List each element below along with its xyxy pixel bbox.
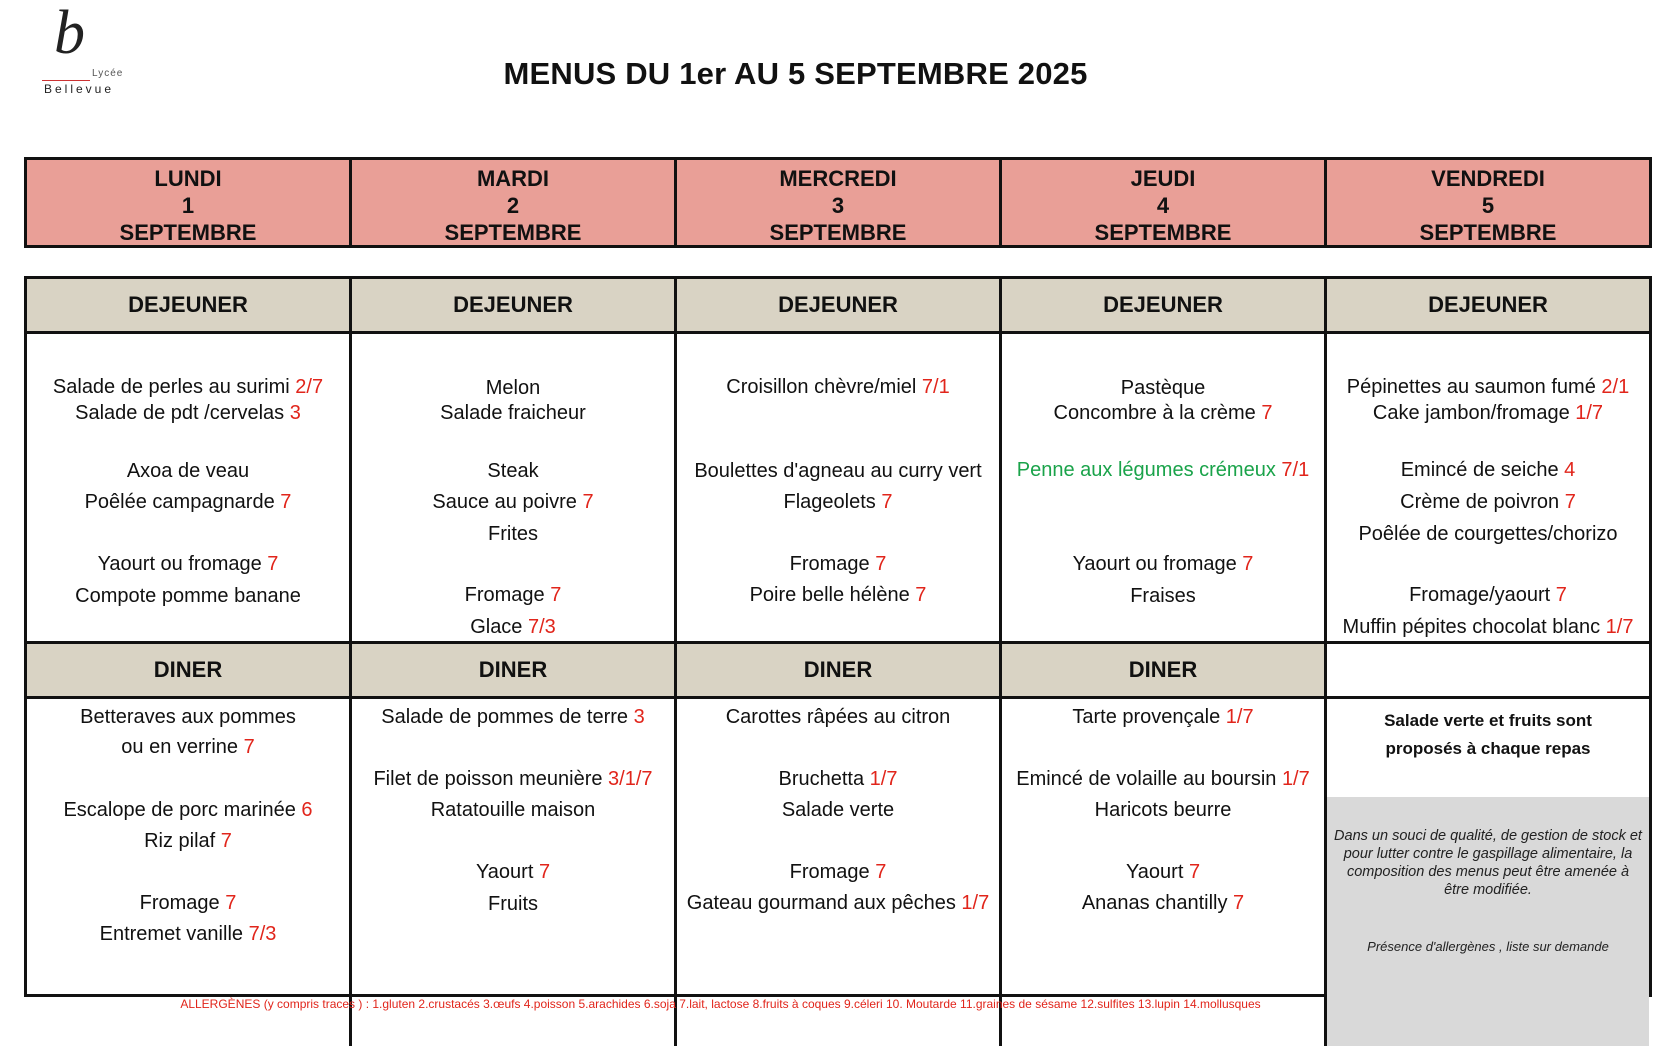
- logo-letter: b: [54, 0, 85, 67]
- menu-items: [27, 699, 349, 1046]
- day-month: SEPTEMBRE: [1419, 220, 1557, 245]
- lunch-label: DEJEUNER: [352, 279, 677, 331]
- allergen-codes: 7: [220, 830, 232, 852]
- allergen-codes: 1/7: [1281, 768, 1310, 790]
- dish-name: Melon: [485, 377, 541, 399]
- lunch-cell-4: [1002, 334, 1327, 641]
- day-month: SEPTEMBRE: [1094, 220, 1232, 245]
- allergen-codes: 7/3: [248, 923, 277, 945]
- dinner-cell-1: [27, 699, 352, 1046]
- menu-item: [677, 583, 999, 607]
- dish-name: Fromage: [789, 861, 876, 883]
- lunch-header-row: [27, 279, 1649, 334]
- dish-name: Tarte provençale: [1072, 706, 1226, 728]
- lunch-label: DEJEUNER: [27, 279, 352, 331]
- dish-name: Poêlée campagnarde: [84, 491, 281, 513]
- menu-item: [352, 583, 674, 607]
- menu-item: [1002, 767, 1324, 791]
- menu-item: [677, 375, 999, 399]
- dish-name: Entremet vanille: [99, 923, 249, 945]
- day-header-3: [677, 160, 1002, 245]
- dish-name: Yaourt: [475, 861, 539, 883]
- always-served-line-2: proposés à chaque repas: [1385, 739, 1591, 758]
- allergen-codes: 7: [280, 491, 292, 513]
- menu-item: [352, 490, 674, 514]
- dish-name: Escalope de porc marinée: [63, 799, 302, 821]
- menu-item: [1327, 458, 1649, 482]
- day-header-2: [352, 160, 677, 245]
- allergen-codes: 7/3: [528, 616, 556, 638]
- day-number: 3: [831, 193, 845, 218]
- menu-item: [1327, 522, 1649, 546]
- allergen-codes: 1/7: [1605, 616, 1634, 638]
- allergen-codes: 7: [1188, 861, 1201, 883]
- dish-name: Boulettes d'agneau au curry vert: [694, 460, 982, 482]
- allergen-codes: 7: [875, 861, 887, 883]
- allergen-codes: 7/1: [1281, 459, 1310, 481]
- allergen-codes: 7: [1261, 402, 1273, 424]
- menu-item: [352, 798, 674, 822]
- menu-item: [352, 767, 674, 791]
- menu-items: [677, 334, 999, 641]
- day-number: 5: [1481, 193, 1495, 218]
- menu-items: [352, 699, 674, 1046]
- dish-name: Yaourt ou fromage: [1072, 553, 1243, 575]
- dish-name: ou en verrine: [121, 736, 244, 758]
- dinner-cell-4: [1002, 699, 1327, 1046]
- dish-name: Flageolets: [783, 491, 882, 513]
- allergen-availability-note: Présence d'allergènes , liste sur demande: [1367, 939, 1609, 954]
- lunch-cell-5: [1327, 334, 1649, 641]
- dish-name: Axoa de veau: [126, 460, 250, 482]
- menu-item: [352, 615, 674, 639]
- dish-name: Betteraves aux pommes: [80, 706, 296, 728]
- allergens-legend: [0, 997, 1661, 1011]
- menu-item: [677, 705, 999, 729]
- menu-item: [27, 490, 349, 514]
- menu-items: [1002, 699, 1324, 1046]
- day-number: 2: [506, 193, 520, 218]
- allergen-codes: 6: [301, 799, 313, 821]
- menu-item: [1002, 376, 1324, 400]
- allergen-codes: 7: [881, 491, 893, 513]
- dish-name: Salade fraicheur: [440, 402, 586, 424]
- allergen-codes: 7: [1555, 584, 1567, 606]
- menu-item: [352, 401, 674, 425]
- dish-name: Crème de poivron: [1400, 491, 1565, 513]
- dish-name: Croisillon chèvre/miel: [726, 376, 922, 398]
- allergen-codes: 7: [550, 584, 562, 606]
- allergen-codes: 7: [915, 584, 927, 606]
- dish-name: Sauce au poivre: [432, 491, 583, 513]
- dish-name: Yaourt ou fromage: [97, 553, 268, 575]
- logo-name: Bellevue: [44, 82, 115, 96]
- dish-name: Pastèque: [1120, 377, 1206, 399]
- dish-name: Bruchetta: [778, 768, 870, 790]
- menu-item: [27, 705, 349, 729]
- dish-name: Ananas chantilly: [1081, 892, 1234, 914]
- dish-name: Compote pomme banane: [75, 585, 301, 607]
- dinner-label: DINER: [677, 644, 1002, 696]
- dinner-label: DINER: [27, 644, 352, 696]
- dinner-cell-5: [1327, 699, 1649, 1046]
- dish-name: Salade de perles au surimi: [52, 376, 296, 398]
- page-title: [0, 56, 1661, 92]
- menu-item: [677, 459, 999, 483]
- allergen-codes: 7/1: [921, 376, 950, 398]
- allergen-codes: 7: [582, 491, 594, 513]
- menu-item: [1327, 583, 1649, 607]
- dinner-header-row: [27, 644, 1649, 699]
- allergen-codes: 3/1/7: [608, 768, 653, 790]
- days-header: [24, 157, 1652, 248]
- menu-item: [677, 490, 999, 514]
- dish-name: Ratatouille maison: [430, 799, 596, 821]
- allergen-codes: 7: [267, 553, 279, 575]
- allergen-codes: 4: [1564, 459, 1576, 481]
- lunch-label: DEJEUNER: [677, 279, 1002, 331]
- menu-item: [352, 459, 674, 483]
- day-name: MERCREDI: [779, 166, 897, 191]
- dish-name: Concombre à la crème: [1053, 402, 1262, 424]
- menu-item: [352, 705, 674, 729]
- menu-item: [27, 735, 349, 759]
- allergen-codes: 7: [243, 736, 255, 758]
- dish-name: Haricots beurre: [1094, 799, 1232, 821]
- dish-name: Poêlée de courgettes/chorizo: [1358, 523, 1618, 545]
- menu-item: [352, 860, 674, 884]
- day-name: JEUDI: [1130, 166, 1196, 191]
- dish-name: Cake jambon/fromage: [1372, 402, 1576, 424]
- dish-name: Salade verte: [781, 799, 895, 821]
- day-header-5: [1327, 160, 1649, 245]
- allergen-codes: 3: [633, 706, 645, 728]
- menu-item: [1327, 490, 1649, 514]
- allergen-codes: 7: [875, 553, 887, 575]
- dish-name: Glace: [470, 616, 528, 638]
- menu-items: [677, 699, 999, 1046]
- day-month: SEPTEMBRE: [769, 220, 907, 245]
- menu-item: [27, 891, 349, 915]
- menu-item: [1002, 705, 1324, 729]
- lunch-cell-3: [677, 334, 1002, 641]
- allergen-codes: 3: [289, 402, 301, 424]
- menu-item: [677, 798, 999, 822]
- menu-items: [1327, 334, 1649, 641]
- allergen-codes: 1/7: [1225, 706, 1254, 728]
- menu-item: [677, 767, 999, 791]
- dish-name: Poire belle hélène: [749, 584, 916, 606]
- day-name: LUNDI: [154, 166, 222, 191]
- allergen-codes: 1/7: [1575, 402, 1604, 424]
- dish-name: Salade de pommes de terre: [381, 706, 634, 728]
- menu-item: [677, 552, 999, 576]
- menu-grid: [24, 276, 1652, 997]
- dish-name: Frites: [488, 523, 538, 545]
- dish-name: Carottes râpées au citron: [725, 706, 951, 728]
- dish-name: Fromage: [464, 584, 551, 606]
- dish-name: Pépinettes au saumon fumé: [1346, 376, 1602, 398]
- allergen-codes: 2/1: [1601, 376, 1630, 398]
- menu-item: [1002, 458, 1324, 482]
- dinner-cell-2: [352, 699, 677, 1046]
- always-served-line-1: Salade verte et fruits sont: [1384, 711, 1592, 730]
- allergen-codes: 7: [1233, 892, 1245, 914]
- menu-item: [677, 860, 999, 884]
- lunch-cell-2: [352, 334, 677, 641]
- lunch-label: DEJEUNER: [1002, 279, 1327, 331]
- dish-name: Emincé de volaille au boursin: [1016, 768, 1282, 790]
- menu-items: [27, 334, 349, 641]
- quality-disclaimer: Dans un souci de qualité, de gestion de stock et pour lutter contre le gaspillage alimentaire, la composition des menus peut être amenée à être modifiée.: [1334, 828, 1642, 898]
- allergen-codes: 1/7: [961, 892, 990, 914]
- day-header-1: [27, 160, 352, 245]
- lunch-row: [27, 334, 1649, 644]
- dish-name: Emincé de seiche: [1400, 459, 1565, 481]
- day-month: SEPTEMBRE: [444, 220, 582, 245]
- menu-item: [1002, 552, 1324, 576]
- day-name: VENDREDI: [1431, 166, 1545, 191]
- dish-name: Penne aux légumes crémeux: [1016, 459, 1282, 481]
- menu-item: [1002, 860, 1324, 884]
- day-number: 1: [181, 193, 195, 218]
- menu-item: [27, 798, 349, 822]
- dish-name: Yaourt: [1125, 861, 1189, 883]
- allergen-codes: 7: [1242, 553, 1254, 575]
- menu-items: [1002, 334, 1324, 641]
- menu-item: [1002, 401, 1324, 425]
- page-title-text: MENUS DU 1er AU 5 SEPTEMBRE 2025: [503, 56, 1088, 91]
- allergen-codes: 1/7: [869, 768, 898, 790]
- dish-name: Steak: [487, 460, 539, 482]
- menu-item: [352, 522, 674, 546]
- menu-item: [1002, 798, 1324, 822]
- menu-item: [27, 584, 349, 608]
- menu-item: [1002, 584, 1324, 608]
- menu-item: [677, 891, 999, 915]
- dish-name: Fromage/yaourt: [1409, 584, 1556, 606]
- dish-name: Riz pilaf: [144, 830, 221, 852]
- dish-name: Fruits: [488, 893, 538, 915]
- menu-item: [352, 892, 674, 916]
- dinner-cell-3: [677, 699, 1002, 1046]
- day-number: 4: [1156, 193, 1170, 218]
- dinner-label: DINER: [352, 644, 677, 696]
- dish-name: Fromage: [139, 892, 226, 914]
- menu-item: [27, 829, 349, 853]
- allergens-legend-text: ALLERGÈNES (y compris traces ) : 1.gluten 2.crustacés 3.œufs 4.poisson 5.arachides 6.soja 7.lait, lactose 8.fruits à coques 9.céleri 10. Moutarde 11.graines de sésame 12.sulfites 13.lupin 14.mollusques: [180, 997, 1261, 1011]
- dish-name: Fromage: [789, 553, 876, 575]
- menu-item: [1327, 375, 1649, 399]
- day-month: SEPTEMBRE: [119, 220, 257, 245]
- menu-item: [1327, 615, 1649, 639]
- menu-items: [352, 334, 674, 641]
- menu-item: [27, 552, 349, 576]
- day-header-4: [1002, 160, 1327, 245]
- lunch-cell-1: [27, 334, 352, 641]
- allergen-codes: 7: [538, 861, 551, 883]
- lunch-label: DEJEUNER: [1327, 279, 1649, 331]
- dinner-label: DINER: [1002, 644, 1327, 696]
- dinner-row: [27, 699, 1649, 1046]
- dish-name: Salade de pdt /cervelas: [75, 402, 290, 424]
- dish-name: Gateau gourmand aux pêches: [686, 892, 962, 914]
- dinner-label-empty: [1327, 644, 1649, 696]
- menu-item: [27, 375, 349, 399]
- menu-item: [1002, 891, 1324, 915]
- menu-item: [27, 922, 349, 946]
- allergen-codes: 7: [1564, 491, 1576, 513]
- dish-name: Fraises: [1130, 585, 1196, 607]
- allergen-codes: 7: [225, 892, 237, 914]
- logo-lycee: Lycée: [92, 68, 124, 79]
- menu-item: [1327, 401, 1649, 425]
- menu-item: [27, 401, 349, 425]
- dish-name: Muffin pépites chocolat blanc: [1342, 616, 1606, 638]
- menu-item: [27, 459, 349, 483]
- always-served-note: [1327, 707, 1649, 763]
- menu-item: [352, 376, 674, 400]
- dish-name: Filet de poisson meunière: [373, 768, 609, 790]
- day-name: MARDI: [476, 166, 550, 191]
- allergen-codes: 2/7: [295, 376, 324, 398]
